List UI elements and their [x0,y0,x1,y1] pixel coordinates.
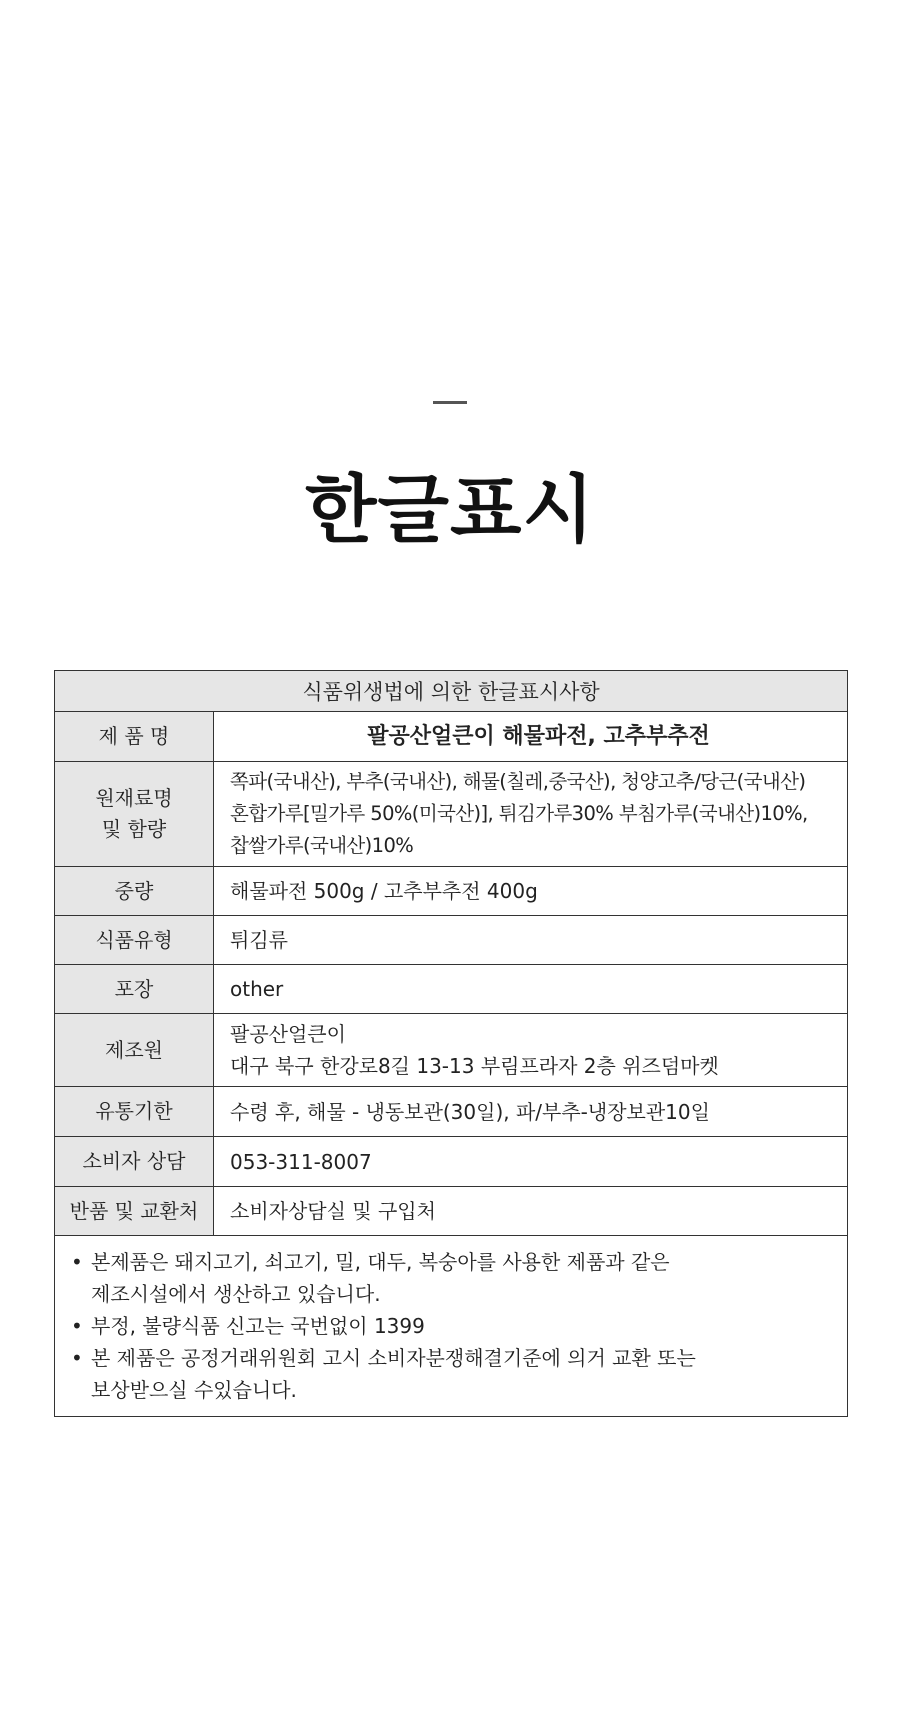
note-compensation [71,1342,837,1406]
table-header: 식품위생법에 의한 한글표시사항 [55,671,848,712]
note-report [71,1310,837,1342]
packaging-label: 포장 [55,965,214,1014]
notes-cell [55,1236,848,1417]
food-type-row [55,916,848,965]
returns-value: 소비자상담실 및 구입처 [214,1187,848,1236]
ingredients-value [214,762,848,867]
note-compensation-line1: 본 제품은 공정거래위원회 고시 소비자분쟁해결기준에 의거 교환 또는 [91,1346,696,1370]
packaging-value: other [214,965,848,1014]
manufacturer-address: 대구 북구 한강로8길 13-13 부림프라자 2층 위즈덤마켓 [230,1054,719,1078]
product-name-value: 팔공산얼큰이 해물파전, 고추부추전 [214,712,848,762]
food-type-label: 식품유형 [55,916,214,965]
bullet-icon: • [71,1250,83,1274]
bullet-icon: • [71,1346,83,1370]
ingredients-line3: 찹쌀가루(국내산)10% [230,834,414,857]
expiration-row [55,1087,848,1137]
notes-row [55,1236,848,1417]
note-allergen-line2: 제조시설에서 생산하고 있습니다. [91,1282,381,1306]
weight-value: 해물파전 500g / 고추부추전 400g [214,867,848,916]
food-type-value: 튀김류 [214,916,848,965]
page-title: 한글표시 [305,467,595,553]
manufacturer-value [214,1014,848,1087]
title-dash-decoration [433,401,467,404]
manufacturer-label: 제조원 [55,1014,214,1087]
ingredients-label-line1: 원재료명 [95,786,173,810]
consultation-label: 소비자 상담 [55,1137,214,1187]
note-compensation-line2: 보상받으실 수있습니다. [91,1378,297,1402]
product-name-label: 제 품 명 [55,712,214,762]
weight-row [55,867,848,916]
ingredients-line1: 쪽파(국내산), 부추(국내산), 해물(칠레,중국산), 청양고추/당근(국내산) [230,770,806,793]
returns-label: 반품 및 교환처 [55,1187,214,1236]
ingredients-label-line2: 및 함량 [101,817,167,841]
ingredients-line2: 혼합가루[밀가루 50%(미국산)], 튀김가루30% 부침가루(국내산)10%, [230,802,808,825]
consultation-phone: 053-311-8007 [214,1137,848,1187]
note-allergen-line1: 본제품은 돼지고기, 쇠고기, 밀, 대두, 복숭아를 사용한 제품과 같은 [91,1250,670,1274]
manufacturer-name: 팔공산얼큰이 [230,1022,346,1046]
weight-label: 중량 [55,867,214,916]
table-header-row [55,671,848,712]
manufacturer-row [55,1014,848,1087]
bullet-icon: • [71,1314,83,1338]
ingredients-row [55,762,848,867]
korean-label-table [54,670,848,1417]
expiration-value: 수령 후, 해물 - 냉동보관(30일), 파/부추-냉장보관10일 [214,1087,848,1137]
product-name-row [55,712,848,762]
consultation-row [55,1137,848,1187]
note-report-text: 부정, 불량식품 신고는 국번없이 1399 [91,1314,425,1338]
ingredients-label [55,762,214,867]
note-allergen [71,1246,837,1310]
returns-row [55,1187,848,1236]
expiration-label: 유통기한 [55,1087,214,1137]
packaging-row [55,965,848,1014]
